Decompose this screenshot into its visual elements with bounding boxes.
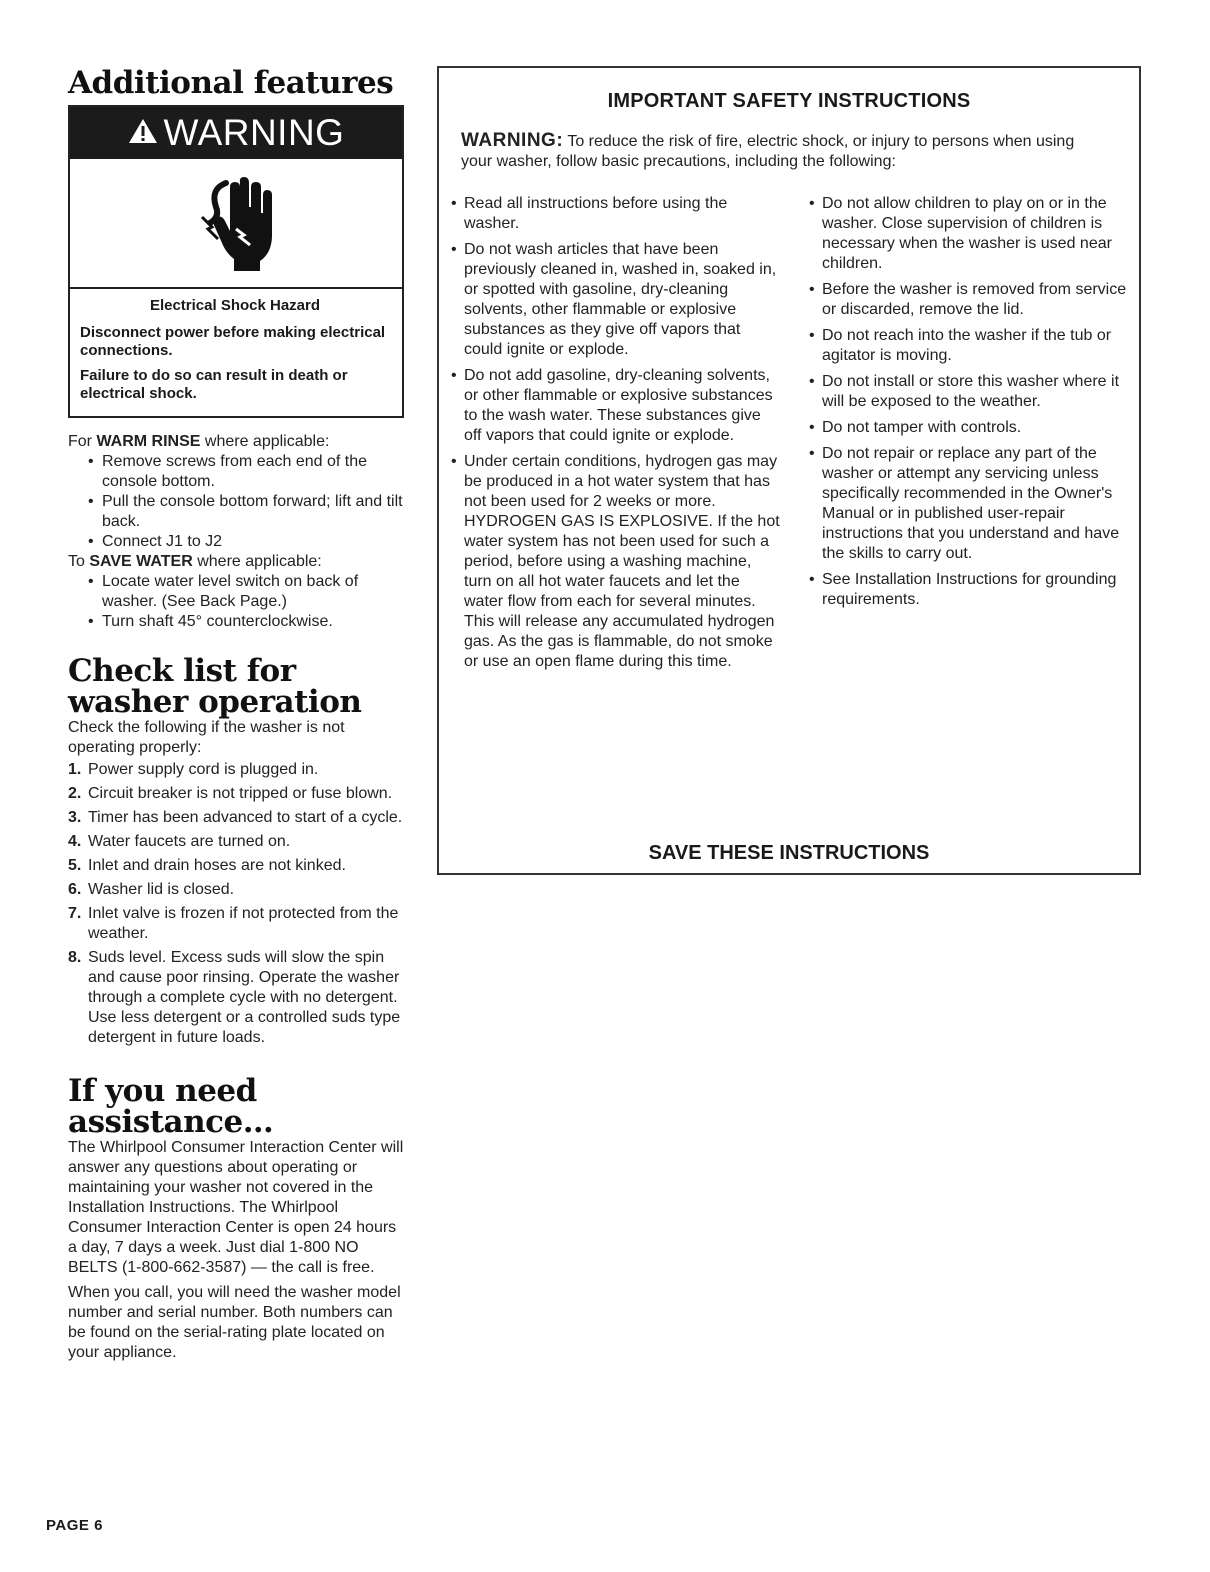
assistance-section — [68, 1138, 404, 1363]
warm-rinse-label: WARM RINSE — [96, 433, 201, 450]
list-item — [68, 832, 404, 852]
list-item: • Do not reach into the washer if the tub or agitator is moving. — [809, 326, 1129, 366]
save-water-suffix: where applicable: — [192, 553, 322, 570]
item-text: Inlet and drain hoses are not kinked. — [88, 857, 346, 874]
item-text: Inlet valve is frozen if not protected from the weather. — [88, 905, 399, 942]
save-water-steps — [86, 572, 404, 632]
warm-rinse-prefix: For — [68, 433, 97, 450]
list-item: • Under certain conditions, hydrogen gas may be produced in a hot water system that has not been used for 2 weeks or more. HYDROGEN GAS IS EXPLOSIVE. If the hot water system has not been used for such a period, before using a washing machine, turn on all hot water faucets and let the water flow from each for several minutes. This will release any accumulated hydrogen gas. As the gas is flammable, do not smoke or use an open flame during this time. — [451, 452, 781, 672]
warning-label: WARNING — [163, 112, 345, 153]
list-item: • Pull the console bottom forward; lift and tilt back. — [86, 492, 404, 532]
item-number: 3. — [68, 809, 82, 826]
list-item — [68, 784, 404, 804]
list-item: • Do not tamper with controls. — [809, 418, 1129, 438]
safety-intro-text: To reduce the risk of fire, electric shock, or injury to persons when using your washer, follow basic precautions, including the following: — [461, 133, 1075, 170]
item-number: 8. — [68, 949, 82, 966]
list-item: • Do not wash articles that have been previously cleaned in, washed in, soaked in, or spotted with gasoline, dry-cleaning solvents, other flammable or explosive substances as they give off vapors that could ignite or explode. — [451, 240, 781, 360]
list-item: • Locate water level switch on back of washer. (See Back Page.) — [86, 572, 404, 612]
page-number: PAGE 6 — [46, 1517, 103, 1534]
warning-text — [70, 289, 402, 416]
left-column — [68, 64, 404, 1368]
warm-rinse-intro — [68, 432, 404, 452]
item-number: 1. — [68, 761, 82, 778]
warning-banner — [70, 107, 402, 159]
list-item: • See Installation Instructions for grounding requirements. — [809, 570, 1129, 610]
checklist-items — [68, 760, 404, 1048]
list-item: • Do not add gasoline, dry-cleaning solvents, or other flammable or explosive substances to the wash water. These substances give off vapors that could ignite or explode. — [451, 366, 781, 446]
list-item: • Do not allow children to play on or in the washer. Close supervision of children is necessary when the washer is used near children. — [809, 194, 1129, 274]
list-item: • Do not install or store this washer where it will be exposed to the weather. — [809, 372, 1129, 412]
list-item — [68, 760, 404, 780]
warning-line: Failure to do so can result in death or electrical shock. — [80, 367, 348, 402]
item-number: 4. — [68, 833, 82, 850]
item-number: 7. — [68, 905, 82, 922]
safety-intro — [461, 131, 1101, 172]
warning-heading: Electrical Shock Hazard — [149, 297, 321, 314]
warm-rinse-suffix: where applicable: — [200, 433, 330, 450]
list-item: • Turn shaft 45° counterclockwise. — [86, 612, 404, 632]
item-number: 6. — [68, 881, 82, 898]
item-text: Water faucets are turned on. — [88, 833, 291, 850]
checklist-heading: Check list for washer operation — [68, 653, 362, 720]
save-water-prefix: To — [68, 553, 90, 570]
save-water-intro — [68, 552, 404, 572]
item-text: Timer has been advanced to start of a cycle. — [88, 809, 403, 826]
warning-box — [68, 105, 404, 418]
checklist-intro: Check the following if the washer is not operating properly: — [68, 719, 345, 756]
warm-rinse-section — [68, 432, 404, 632]
list-item: • Connect J1 to J2 — [86, 532, 404, 552]
safety-instructions-box — [437, 66, 1141, 875]
item-text: Power supply cord is plugged in. — [88, 761, 319, 778]
safety-warning-word: WARNING: — [461, 130, 564, 151]
list-item: • Do not repair or replace any part of the washer or attempt any servicing unless specifically recommended in the Owner's Manual or in published user-repair instructions that you understand and have the skills to carry out. — [809, 444, 1129, 564]
safety-column-left — [451, 194, 781, 678]
list-item — [68, 948, 404, 1048]
checklist-section — [68, 718, 404, 1048]
safety-column-right — [809, 194, 1129, 616]
warm-rinse-steps — [86, 452, 404, 552]
warning-line: Disconnect power before making electrical connections. — [80, 324, 386, 359]
save-instructions-footer: SAVE THESE INSTRUCTIONS — [648, 842, 930, 864]
assistance-heading: If you need assistance… — [68, 1073, 274, 1140]
list-item — [68, 856, 404, 876]
safety-title: IMPORTANT SAFETY INSTRUCTIONS — [607, 90, 971, 112]
assistance-paragraph: When you call, you will need the washer model number and serial number. Both numbers can be found on the serial-rating plate located on your appliance. — [68, 1284, 401, 1361]
electrical-shock-hand-icon — [196, 173, 276, 273]
warning-triangle-icon — [128, 112, 158, 154]
save-water-label: SAVE WATER — [89, 553, 193, 570]
item-text: Suds level. Excess suds will slow the spin and cause poor rinsing. Operate the washer through a complete cycle with no detergent. Use less detergent or a controlled suds type detergent in future loads. — [88, 949, 401, 1046]
list-item — [68, 808, 404, 828]
list-item: • Before the washer is removed from service or discarded, remove the lid. — [809, 280, 1129, 320]
item-number: 5. — [68, 857, 82, 874]
list-item: • Remove screws from each end of the console bottom. — [86, 452, 404, 492]
list-item: • Read all instructions before using the washer. — [451, 194, 781, 234]
hazard-icon-area — [70, 159, 402, 289]
item-text: Washer lid is closed. — [88, 881, 235, 898]
item-number: 2. — [68, 785, 82, 802]
assistance-paragraph: The Whirlpool Consumer Interaction Center will answer any questions about operating or maintaining your washer not covered in the Installation Instructions. The Whirlpool Consumer Interaction Center is open 24 hours a day, 7 days a week. Just dial 1-800 NO BELTS (1-800-662-3587) — the call is free. — [68, 1139, 404, 1276]
additional-features-heading: Additional features — [68, 65, 394, 101]
item-text: Circuit breaker is not tripped or fuse blown. — [88, 785, 393, 802]
list-item — [68, 880, 404, 900]
list-item — [68, 904, 404, 944]
